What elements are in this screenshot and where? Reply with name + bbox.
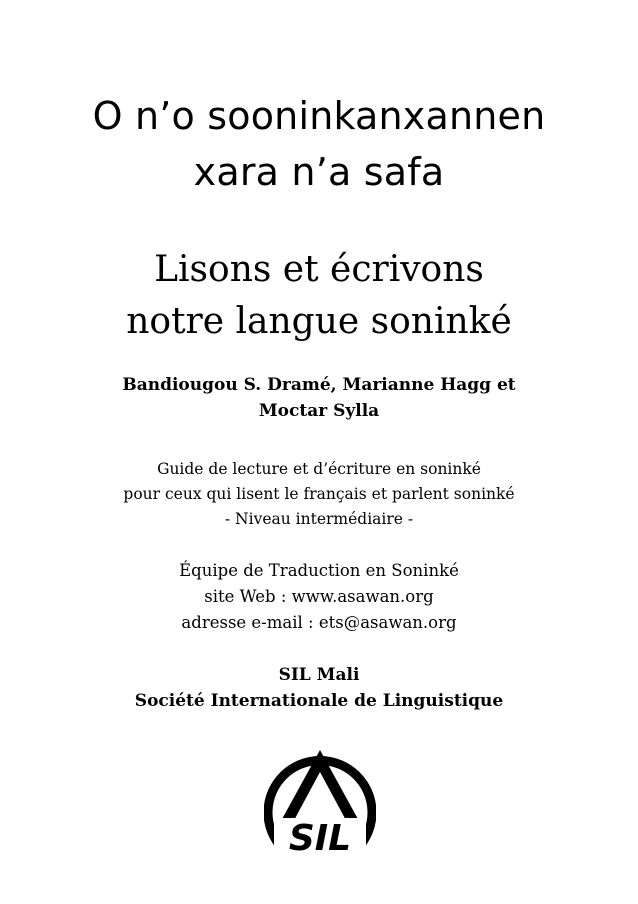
publisher <box>0 662 638 714</box>
french-title-line-2: notre langue soninké <box>126 301 512 342</box>
soninke-title <box>0 88 638 200</box>
authors-line-1: Bandiougou S. Dramé, Marianne Hagg et <box>122 375 516 395</box>
french-title <box>0 244 638 348</box>
guide-description <box>0 457 638 532</box>
soninke-title-line-1: O n’o sooninkanxannen <box>92 94 546 138</box>
french-title-line-1: Lisons et écrivons <box>154 249 484 290</box>
team-name: Équipe de Traduction en Soninké <box>179 561 459 580</box>
guide-description-line-2: pour ceux qui lisent le français et parlent soninké <box>123 485 515 503</box>
guide-level: - Niveau intermédiaire - <box>224 510 414 528</box>
authors-line-2: Moctar Sylla <box>258 401 380 421</box>
publisher-line-1: SIL Mali <box>278 665 360 685</box>
translation-team <box>0 558 638 636</box>
team-email: adresse e-mail : ets@asawan.org <box>181 613 457 632</box>
sil-logo-icon <box>264 744 376 860</box>
guide-description-line-1: Guide de lecture et d’écriture en soninké <box>157 460 481 478</box>
soninke-title-line-2: xara n’a safa <box>193 150 445 194</box>
publisher-line-2: Société Internationale de Linguistique <box>134 691 504 711</box>
authors <box>0 372 638 424</box>
team-website: site Web : www.asawan.org <box>204 587 434 606</box>
sil-logo-text: SIL <box>288 818 352 859</box>
